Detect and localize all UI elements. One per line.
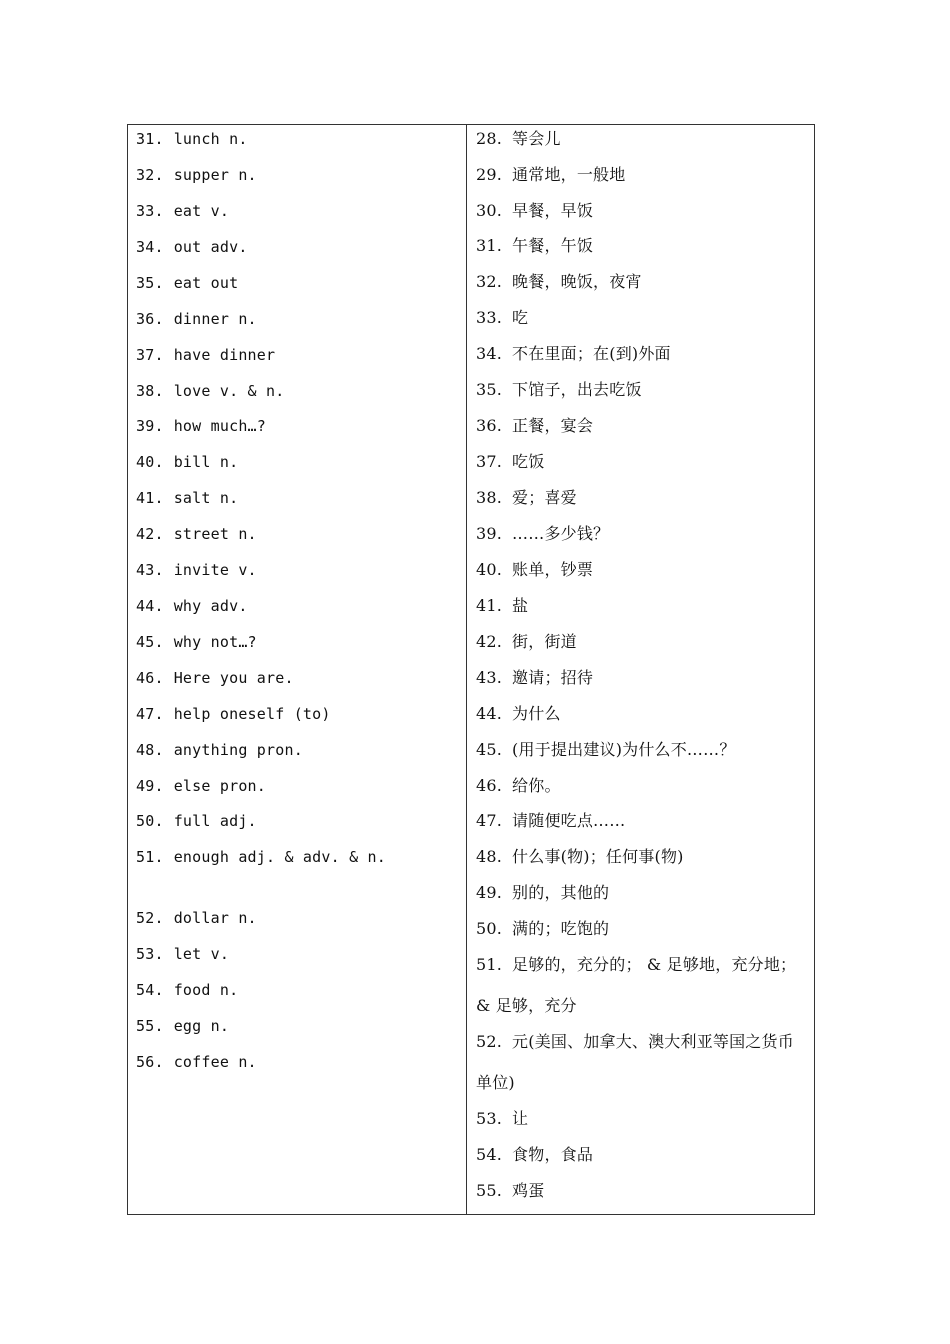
- entry-number: 36.: [476, 416, 503, 435]
- entry-text: 吃: [512, 308, 529, 327]
- entry-text: 午餐，午饭: [512, 236, 594, 255]
- entry-number: 46.: [476, 776, 503, 795]
- entry-number: 54.: [476, 1145, 503, 1164]
- entry-text: invite v.: [173, 561, 257, 579]
- entry-text: eat v.: [173, 202, 230, 220]
- entry-number: 46.: [136, 669, 164, 687]
- entry-number: 42.: [476, 632, 503, 651]
- vocab-entry: [476, 308, 528, 328]
- vocab-entry: [476, 524, 609, 544]
- entry-text: coffee n.: [173, 1053, 257, 1071]
- vocab-entry: [476, 704, 561, 724]
- entry-text: 食物，食品: [512, 1145, 594, 1164]
- vocab-entry: [136, 980, 238, 1000]
- entry-text: why not…?: [173, 633, 257, 651]
- entry-text: 晚餐，晚饭，夜宵: [512, 272, 642, 291]
- vocab-entry: [136, 452, 238, 472]
- entry-number: 54.: [136, 981, 164, 999]
- entry-number: 31.: [476, 236, 503, 255]
- entry-text: supper n.: [173, 166, 257, 184]
- entry-text: 早餐，早饭: [512, 201, 594, 220]
- entry-text: 通常地，一般地: [512, 165, 626, 184]
- entry-text: enough adj. & adv. & n.: [173, 848, 387, 866]
- entry-text: 让: [512, 1109, 529, 1128]
- entry-text: egg n.: [173, 1017, 230, 1035]
- vocab-entry: [476, 883, 609, 903]
- vocab-entry: [136, 668, 294, 688]
- entry-text: help oneself (to): [173, 705, 331, 723]
- entry-number: 53.: [476, 1109, 503, 1128]
- entry-number: 32.: [476, 272, 503, 291]
- entry-number: 55.: [136, 1017, 164, 1035]
- entry-number: 43.: [136, 561, 164, 579]
- entry-text: 足够的，充分的； & 足够地，充分地；: [512, 955, 797, 974]
- entry-number: 30.: [476, 201, 503, 220]
- vocab-entry: [476, 847, 684, 867]
- entry-number: 36.: [136, 310, 164, 328]
- vocab-entry: [476, 344, 671, 364]
- entry-number: 39.: [476, 524, 503, 543]
- entry-text: why adv.: [173, 597, 248, 615]
- entry-text: 邀请；招待: [512, 668, 594, 687]
- entry-number: 53.: [136, 945, 164, 963]
- vocab-entry: [136, 524, 257, 544]
- vocab-entry: [476, 996, 577, 1016]
- entry-text: 元(美国、加拿大、澳大利亚等国之货币: [512, 1032, 794, 1051]
- vocab-entry: [476, 955, 796, 975]
- entry-number: 43.: [476, 668, 503, 687]
- entry-number: 56.: [136, 1053, 164, 1071]
- vocab-entry: [476, 452, 544, 472]
- vocab-entry: [476, 236, 593, 256]
- vocab-entry: [476, 1073, 515, 1093]
- entry-number: 45.: [476, 740, 503, 759]
- entry-number: 41.: [476, 596, 503, 615]
- vocab-entry: [476, 416, 593, 436]
- vocab-entry: [476, 811, 625, 831]
- vocab-entry: [476, 1181, 544, 1201]
- entry-text: 盐: [512, 596, 529, 615]
- entry-text: street n.: [173, 525, 257, 543]
- entry-number: 49.: [136, 777, 164, 795]
- entry-text: 别的，其他的: [512, 883, 610, 902]
- vocab-entry: [476, 201, 593, 221]
- entry-text: 单位): [476, 1073, 515, 1092]
- entry-number: 51.: [476, 955, 503, 974]
- vocab-entry: [136, 1052, 257, 1072]
- vocab-entry: [476, 129, 561, 149]
- vocab-entry: [136, 596, 248, 616]
- entry-number: 35.: [476, 380, 503, 399]
- vocab-entry: [476, 272, 642, 292]
- entry-text: 满的；吃饱的: [512, 919, 610, 938]
- entry-number: 38.: [476, 488, 503, 507]
- vocab-entry: [136, 201, 229, 221]
- entry-text: salt n.: [173, 489, 239, 507]
- entry-number: 49.: [476, 883, 503, 902]
- vocab-entry: [136, 381, 284, 401]
- vocab-entry: [476, 1032, 794, 1052]
- vocab-entry: [136, 273, 238, 293]
- entry-text: 等会儿: [512, 129, 561, 148]
- vocab-entry: [476, 632, 577, 652]
- entry-text: have dinner: [173, 346, 276, 364]
- entry-number: 40.: [476, 560, 503, 579]
- entry-text: 爱；喜爱: [512, 488, 577, 507]
- vocab-entry: [136, 345, 275, 365]
- vocab-entry: [476, 1109, 528, 1129]
- entry-text: 不在里面；在(到)外面: [512, 344, 671, 363]
- entry-number: 37.: [476, 452, 503, 471]
- entry-number: 33.: [476, 308, 503, 327]
- entry-number: 50.: [136, 812, 164, 830]
- entry-text: 什么事(物)；任何事(物): [512, 847, 684, 866]
- entry-text: 鸡蛋: [512, 1181, 545, 1200]
- vocab-entry: [136, 416, 266, 436]
- vocab-entry: [136, 847, 386, 867]
- vocab-entry: [476, 488, 577, 508]
- entry-text: how much…?: [173, 417, 267, 435]
- vocab-entry: [476, 165, 625, 185]
- entry-number: 33.: [136, 202, 164, 220]
- vocab-entry: [476, 1145, 593, 1165]
- vocab-entry: [136, 129, 248, 149]
- vocab-entry: [476, 560, 593, 580]
- vocab-entry: [136, 560, 257, 580]
- vocab-entry: [136, 488, 238, 508]
- vocab-entry: [136, 165, 257, 185]
- entry-number: 47.: [476, 811, 503, 830]
- entry-text: & 足够，充分: [476, 996, 577, 1015]
- vocab-entry: [476, 919, 609, 939]
- entry-text: 给你。: [512, 776, 561, 795]
- entry-number: 40.: [136, 453, 164, 471]
- entry-number: 48.: [476, 847, 503, 866]
- entry-text: 街，街道: [512, 632, 577, 651]
- entry-text: 账单，钞票: [512, 560, 594, 579]
- vocab-entry: [136, 1016, 229, 1036]
- entry-text: food n.: [173, 981, 239, 999]
- entry-number: 44.: [136, 597, 164, 615]
- entry-number: 38.: [136, 382, 164, 400]
- entry-number: 45.: [136, 633, 164, 651]
- entry-text: dinner n.: [173, 310, 257, 328]
- vocab-entry: [136, 632, 257, 652]
- entry-text: ……多少钱？: [512, 524, 610, 543]
- vocab-entry: [136, 309, 257, 329]
- entry-number: 47.: [136, 705, 164, 723]
- entry-number: 37.: [136, 346, 164, 364]
- entry-number: 50.: [476, 919, 503, 938]
- vocab-entry: [136, 740, 303, 760]
- vocab-entry: [136, 811, 257, 831]
- entry-number: 34.: [136, 238, 164, 256]
- entry-number: 48.: [136, 741, 164, 759]
- vocab-entry: [476, 380, 642, 400]
- entry-number: 28.: [476, 129, 503, 148]
- vocab-entry: [136, 237, 248, 257]
- entry-number: 44.: [476, 704, 503, 723]
- entry-number: 39.: [136, 417, 164, 435]
- entry-text: dollar n.: [173, 909, 257, 927]
- entry-text: eat out: [173, 274, 239, 292]
- entry-text: lunch n.: [173, 130, 248, 148]
- vocab-entry: [476, 740, 736, 760]
- entry-text: 正餐，宴会: [512, 416, 594, 435]
- entry-number: 29.: [476, 165, 503, 184]
- entry-number: 52.: [476, 1032, 503, 1051]
- vocab-entry: [136, 944, 229, 964]
- entry-number: 35.: [136, 274, 164, 292]
- vocab-entry: [476, 668, 593, 688]
- entry-text: let v.: [173, 945, 230, 963]
- vocab-entry: [136, 908, 257, 928]
- entry-number: 32.: [136, 166, 164, 184]
- vocab-entry: [136, 704, 331, 724]
- entry-text: 请随便吃点……: [512, 811, 626, 830]
- entry-number: 41.: [136, 489, 164, 507]
- entry-number: 52.: [136, 909, 164, 927]
- entry-text: 下馆子，出去吃饭: [512, 380, 642, 399]
- entry-text: love v. & n.: [173, 382, 285, 400]
- entry-text: else pron.: [173, 777, 267, 795]
- entry-text: bill n.: [173, 453, 239, 471]
- column-divider: [466, 124, 467, 1215]
- entry-text: out adv.: [173, 238, 248, 256]
- entry-number: 31.: [136, 130, 164, 148]
- entry-number: 51.: [136, 848, 164, 866]
- vocab-entry: [476, 596, 528, 616]
- entry-text: 为什么: [512, 704, 561, 723]
- entry-text: (用于提出建议)为什么不……？: [512, 740, 736, 759]
- entry-text: anything pron.: [173, 741, 303, 759]
- entry-text: 吃饭: [512, 452, 545, 471]
- vocab-entry: [136, 776, 266, 796]
- vocab-entry: [476, 776, 561, 796]
- entry-number: 55.: [476, 1181, 503, 1200]
- entry-text: full adj.: [173, 812, 257, 830]
- entry-number: 42.: [136, 525, 164, 543]
- entry-number: 34.: [476, 344, 503, 363]
- entry-text: Here you are.: [173, 669, 294, 687]
